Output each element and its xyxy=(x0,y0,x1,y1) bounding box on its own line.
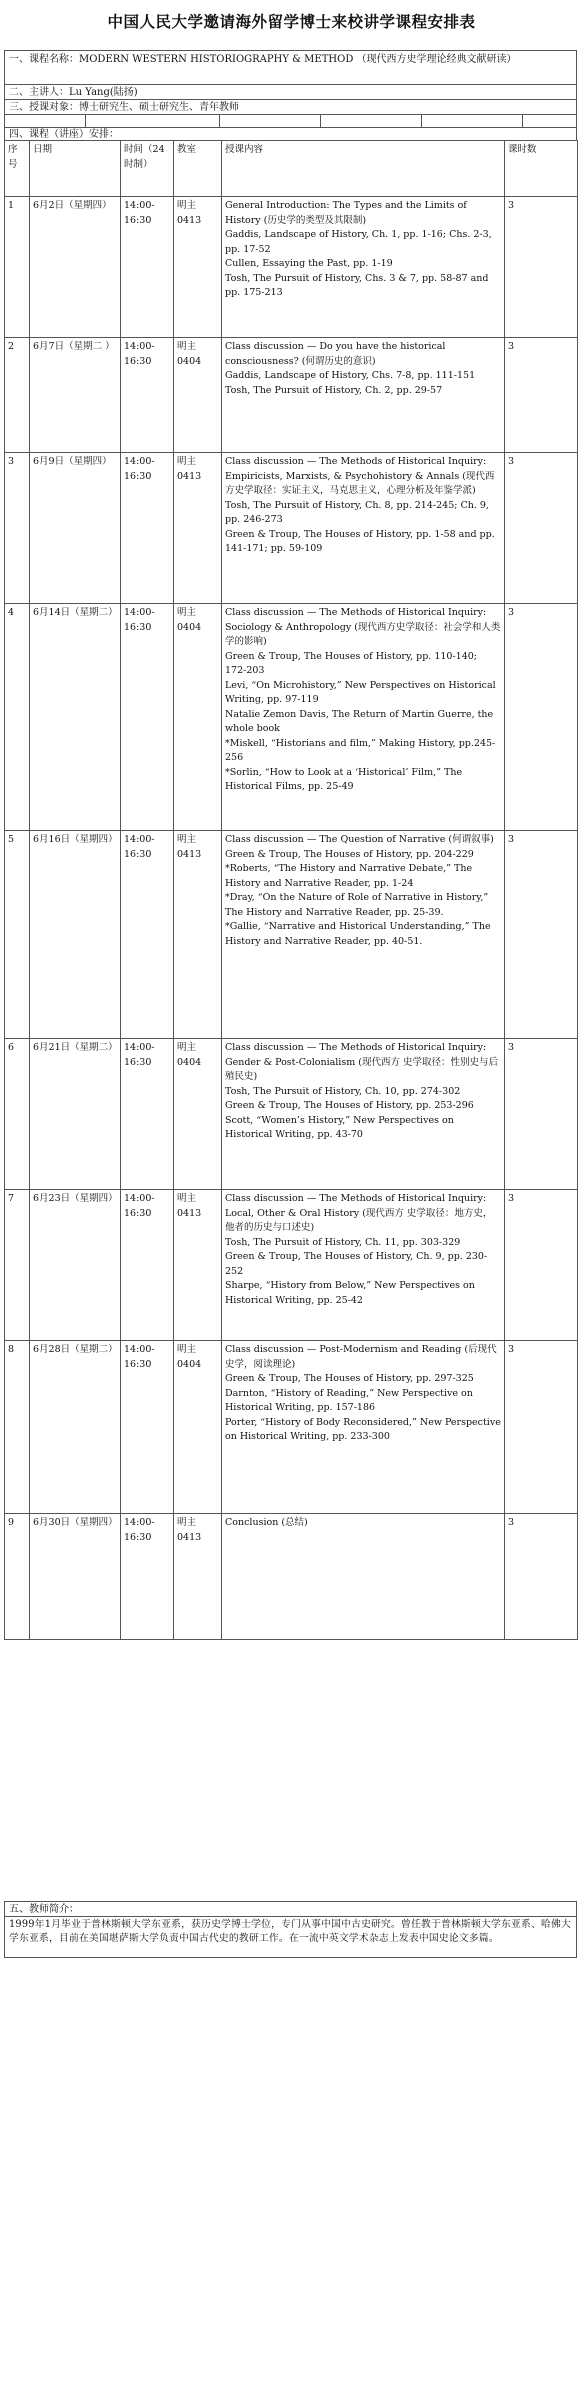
session-number: 9 xyxy=(5,1514,30,1640)
bio-text: 1999年1月毕业于普林斯顿大学东亚系，获历史学博士学位，专门从事中国中古史研究。曾任教于普林斯顿大学东亚系、哈佛大学东亚系，目前在美国堪萨斯大学负责中国古代史的教研工作。在一流中英文学术杂志上发表中国史论文多篇。 xyxy=(4,1916,577,1958)
session-content xyxy=(222,1190,505,1341)
session-hours: 3 xyxy=(505,604,578,831)
session-date: 6月28日（星期二） xyxy=(30,1341,121,1514)
blank-cell xyxy=(86,115,220,127)
reading-line: Sharpe, “History from Below,” New Perspectives on Historical Writing, pp. 25-42 xyxy=(225,1280,475,1306)
reading-line: Tosh, The Pursuit of History, Chs. 3 & 7, pp. 58-87 and pp. 175-213 xyxy=(225,272,489,298)
blank-cell xyxy=(321,115,422,127)
session-room: 明主0413 xyxy=(174,1514,222,1640)
reading-line: Class discussion — The Question of Narrative (何谓叙事) xyxy=(225,834,494,845)
blank-cell xyxy=(5,115,86,127)
reading-line: Class discussion — The Methods of Historical Inquiry: Empiricists, Marxists, & Psychohistory & Annals (现代西方史学取径：实证主义，马克思主义，心理分析及年鉴学派) xyxy=(225,456,495,496)
reading-line: *Dray, “On the Nature of Role of Narrative in History,” The History and Narrative Reader, pp. 25-39. xyxy=(225,892,489,918)
session-hours: 3 xyxy=(505,453,578,604)
bio-heading-row: 五、教师简介： xyxy=(4,1901,577,1917)
session-hours: 3 xyxy=(505,338,578,453)
session-row xyxy=(5,1341,578,1514)
session-row xyxy=(5,338,578,453)
reading-line: *Roberts, “The History and Narrative Debate,” The History and Narrative Reader, pp. 1-24 xyxy=(225,863,473,889)
page-title: 中国人民大学邀请海外留学博士来校讲学课程安排表 xyxy=(107,12,476,31)
session-hours: 3 xyxy=(505,1190,578,1341)
session-date: 6月21日（星期二） xyxy=(30,1039,121,1190)
session-room: 明主0404 xyxy=(174,1341,222,1514)
header-time: 时间（24时制） xyxy=(121,141,174,197)
session-number: 7 xyxy=(5,1190,30,1341)
reading-line: General Introduction: The Types and the Limits of History (历史学的类型及其限制) xyxy=(225,200,467,226)
session-time: 14:00-16:30 xyxy=(121,1341,174,1514)
reading-line: Tosh, The Pursuit of History, Ch. 10, pp. 274-302 xyxy=(225,1085,461,1097)
session-date: 6月7日（星期二 ） xyxy=(30,338,121,453)
session-hours: 3 xyxy=(505,1341,578,1514)
session-number: 1 xyxy=(5,197,30,338)
header-seq: 序号 xyxy=(5,141,30,197)
session-date: 6月14日（星期二） xyxy=(30,604,121,831)
session-date: 6月16日（星期四） xyxy=(30,831,121,1039)
session-room: 明主0413 xyxy=(174,453,222,604)
audience-row: 三、授课对象：博士研究生、硕士研究生、青年教师 xyxy=(4,99,577,115)
session-time: 14:00-16:30 xyxy=(121,1039,174,1190)
reading-line: Class discussion — The Methods of Historical Inquiry: Sociology & Anthropology (现代西方史学取径：社会学和人类学的影响) xyxy=(225,607,501,647)
session-date: 6月30日（星期四） xyxy=(30,1514,121,1640)
session-content xyxy=(222,604,505,831)
reading-line: Scott, “Women’s History,” New Perspectives on Historical Writing, pp. 43-70 xyxy=(225,1114,454,1140)
session-hours: 3 xyxy=(505,831,578,1039)
reading-line: Tosh, The Pursuit of History, Ch. 11, pp. 303-329 xyxy=(225,1236,461,1248)
session-number: 5 xyxy=(5,831,30,1039)
reading-line: Tosh, The Pursuit of History, Ch. 2, pp. 29-57 xyxy=(225,384,443,396)
reading-line: Porter, “History of Body Reconsidered,” New Perspective on Historical Writing, pp. 233-300 xyxy=(225,1416,501,1442)
session-date: 6月2日（星期四） xyxy=(30,197,121,338)
session-row xyxy=(5,1190,578,1341)
session-content xyxy=(222,1341,505,1514)
session-room: 明主0404 xyxy=(174,338,222,453)
session-number: 8 xyxy=(5,1341,30,1514)
header-room: 教室 xyxy=(174,141,222,197)
session-room: 明主0404 xyxy=(174,604,222,831)
session-row xyxy=(5,197,578,338)
reading-line: Conclusion (总结) xyxy=(225,1517,308,1528)
header-row xyxy=(5,141,578,197)
reading-line: Green & Troup, The Houses of History, pp. 204-229 xyxy=(225,848,474,860)
reading-line: Green & Troup, The Houses of History, pp. 1-58 and pp. 141-171; pp. 59-109 xyxy=(225,528,495,554)
session-room: 明主0413 xyxy=(174,1190,222,1341)
reading-line: Green & Troup, The Houses of History, pp. 110-140; 172-203 xyxy=(225,650,477,676)
reading-line: Levi, “On Microhistory,” New Perspectives on Historical Writing, pp. 97-119 xyxy=(225,679,496,705)
reading-line: Darnton, “History of Reading,” New Perspective on Historical Writing, pp. 157-186 xyxy=(225,1387,473,1413)
schedule-heading-row: 四、课程（讲座）安排： xyxy=(4,127,577,141)
session-date: 6月9日（星期四） xyxy=(30,453,121,604)
reading-line: *Sorlin, “How to Look at a ‘Historical’ Film,” The Historical Films, pp. 25-49 xyxy=(225,766,463,792)
session-number: 2 xyxy=(5,338,30,453)
session-content xyxy=(222,338,505,453)
course-name-row: 一、课程名称：MODERN WESTERN HISTORIOGRAPHY & METHOD （现代西方史学理论经典文献研读） xyxy=(4,50,577,85)
reading-line: Natalie Zemon Davis, The Return of Martin Guerre, the whole book xyxy=(225,708,494,734)
session-time: 14:00-16:30 xyxy=(121,831,174,1039)
session-hours: 3 xyxy=(505,1039,578,1190)
reading-line: Tosh, The Pursuit of History, Ch. 8, pp. 214-245; Ch. 9, pp. 246-273 xyxy=(225,499,489,525)
blank-row xyxy=(4,114,577,128)
session-row xyxy=(5,453,578,604)
session-number: 3 xyxy=(5,453,30,604)
lecturer-row: 二、主讲人：Lu Yang(陆扬) xyxy=(4,84,577,100)
blank-cell xyxy=(220,115,321,127)
session-time: 14:00-16:30 xyxy=(121,338,174,453)
reading-line: Green & Troup, The Houses of History, Ch. 9, pp. 230-252 xyxy=(225,1251,488,1277)
session-row xyxy=(5,604,578,831)
header-hours: 课时数 xyxy=(505,141,578,197)
session-number: 6 xyxy=(5,1039,30,1190)
session-row xyxy=(5,831,578,1039)
reading-line: Green & Troup, The Houses of History, pp. 297-325 xyxy=(225,1373,474,1384)
session-number: 4 xyxy=(5,604,30,831)
session-time: 14:00-16:30 xyxy=(121,1190,174,1341)
reading-line: Gaddis, Landscape of History, Chs. 7-8, pp. 111-151 xyxy=(225,370,476,381)
session-content xyxy=(222,453,505,604)
reading-line: Class discussion — Post-Modernism and Reading (后现代史学，阅读理论) xyxy=(225,1344,497,1370)
session-time: 14:00-16:30 xyxy=(121,604,174,831)
reading-line: Green & Troup, The Houses of History, pp. 253-296 xyxy=(225,1100,474,1111)
session-room: 明主0413 xyxy=(174,831,222,1039)
schedule-table xyxy=(4,140,578,1640)
reading-line: *Miskell, “Historians and film,” Making History, pp.245-256 xyxy=(225,737,496,763)
header-content: 授课内容 xyxy=(222,141,505,197)
session-room: 明主0404 xyxy=(174,1039,222,1190)
reading-line: Cullen, Essaying the Past, pp. 1-19 xyxy=(225,258,393,269)
session-hours: 3 xyxy=(505,197,578,338)
session-hours: 3 xyxy=(505,1514,578,1640)
session-content xyxy=(222,1514,505,1640)
session-date: 6月23日（星期四） xyxy=(30,1190,121,1341)
session-time: 14:00-16:30 xyxy=(121,197,174,338)
reading-line: Class discussion — Do you have the historical consciousness? (何谓历史的意识) xyxy=(225,341,446,367)
session-time: 14:00-16:30 xyxy=(121,453,174,604)
reading-line: Class discussion — The Methods of Historical Inquiry: Local, Other & Oral History (现代西方 史学取径：地方史，他者的历史与口述史) xyxy=(225,1193,493,1233)
blank-cell xyxy=(422,115,523,127)
header-date: 日期 xyxy=(30,141,121,197)
session-content xyxy=(222,197,505,338)
session-content xyxy=(222,1039,505,1190)
reading-line: Class discussion — The Methods of Historical Inquiry: Gender & Post-Colonialism (现代西方 史学取径：性别史与后殖民史) xyxy=(225,1042,498,1082)
reading-line: Gaddis, Landscape of History, Ch. 1, pp. 1-16; Chs. 2-3, pp. 17-52 xyxy=(225,229,492,255)
session-content xyxy=(222,831,505,1039)
session-row xyxy=(5,1039,578,1190)
session-row xyxy=(5,1514,578,1640)
reading-line: *Gallie, “Narrative and Historical Understanding,” The History and Narrative Reader, pp. 40-51. xyxy=(225,921,491,947)
session-room: 明主0413 xyxy=(174,197,222,338)
session-time: 14:00-16:30 xyxy=(121,1514,174,1640)
